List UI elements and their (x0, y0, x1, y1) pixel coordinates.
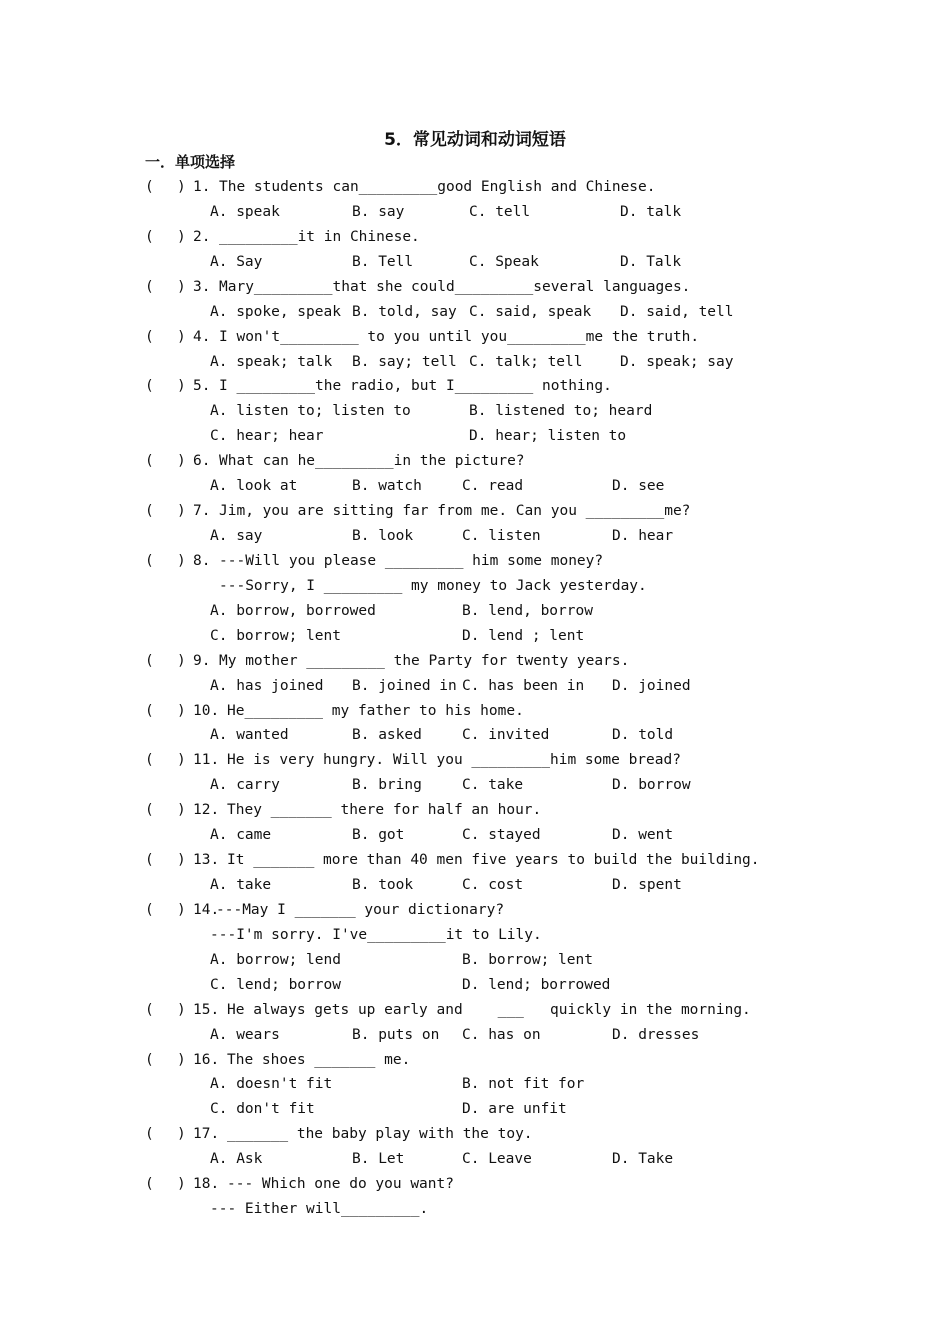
option-c: C. hear; hear (210, 428, 324, 445)
question-row (0, 748, 950, 773)
options-row (0, 599, 950, 624)
question-stem: ---Will you please _________ him some money? (219, 552, 604, 569)
option-b: B. not fit for (462, 1076, 585, 1093)
option-c: C. don't fit (210, 1101, 315, 1118)
option-d: D. talk (620, 203, 682, 220)
options-row (0, 1072, 950, 1097)
options-row (0, 1023, 950, 1048)
option-d: D. Take (612, 1151, 674, 1168)
option-b: B. say; tell (352, 353, 457, 370)
page-title: 5．常见动词和动词短语 (384, 130, 566, 150)
options-row (0, 524, 950, 549)
question-row (0, 449, 950, 474)
option-a: A. say (210, 528, 263, 545)
question-number: 12. (193, 802, 220, 819)
option-b: B. told, say (352, 303, 457, 320)
answer-bracket-close[interactable]: ) (177, 802, 186, 819)
option-d: D. are unfit (462, 1101, 567, 1118)
answer-bracket-close[interactable]: ) (177, 1126, 186, 1143)
answer-bracket-close[interactable]: ) (177, 552, 186, 569)
question-number: 10. (193, 702, 220, 719)
question-number: 15. (193, 1001, 220, 1018)
option-d: D. speak; say (620, 353, 734, 370)
option-a: A. Say (210, 253, 263, 270)
question-stem-2: ---I'm sorry. I've_________it to Lily. (210, 926, 542, 943)
question-stem: Jim, you are sitting far from me. Can you _________me? (219, 503, 691, 520)
question-number: 18. (193, 1176, 220, 1193)
answer-bracket-close[interactable]: ) (177, 1001, 186, 1018)
option-b: B. say (352, 203, 405, 220)
option-a: A. borrow, borrowed (210, 602, 376, 619)
options-row (0, 1147, 950, 1172)
question-row (0, 848, 950, 873)
question-number: 7. (193, 503, 211, 520)
answer-bracket-open[interactable]: ( (145, 1001, 154, 1018)
answer-bracket-open[interactable]: ( (145, 1176, 154, 1193)
answer-bracket-close[interactable]: ) (177, 179, 186, 195)
question-number: 3. (193, 278, 211, 295)
option-b: B. joined in (352, 677, 457, 694)
question-stem: --- Which one do you want? (227, 1176, 454, 1193)
option-d: D. said, tell (620, 303, 734, 320)
question-stem: It _______ more than 40 men five years to build the building. (227, 852, 760, 869)
question-stem: He is very hungry. Will you _________him some bread? (227, 752, 681, 769)
question-number: 4. (193, 328, 211, 345)
section-heading: 一．单项选择 (145, 153, 236, 171)
option-c: C. read (462, 478, 524, 495)
answer-bracket-open[interactable]: ( (145, 453, 154, 470)
answer-bracket-close[interactable]: ) (177, 278, 186, 295)
options-row (0, 973, 950, 998)
option-d: D. hear (612, 528, 674, 545)
option-d: D. hear; listen to (469, 428, 627, 445)
option-a: A. came (210, 827, 272, 844)
question-number: 13. (193, 852, 220, 869)
option-c: C. listen (462, 528, 541, 545)
options-row (0, 300, 950, 325)
options-row (0, 350, 950, 375)
option-c: C. invited (462, 727, 550, 744)
question-number: 14. (193, 901, 220, 918)
answer-bracket-open[interactable]: ( (145, 652, 154, 669)
option-a: A. carry (210, 777, 280, 794)
option-c: C. cost (462, 877, 524, 894)
question-stem: _________it in Chinese. (219, 228, 420, 245)
question-row (0, 898, 950, 923)
option-c: C. said, speak (469, 303, 592, 320)
option-a: A. borrow; lend (210, 951, 341, 968)
options-row (0, 624, 950, 649)
answer-bracket-open[interactable]: ( (145, 378, 154, 395)
question-stem: The students can_________good English and Chinese. (219, 179, 656, 195)
options-row (0, 823, 950, 848)
option-a: A. wears (210, 1026, 280, 1043)
options-row (0, 773, 950, 798)
answer-bracket-open[interactable]: ( (145, 1051, 154, 1068)
question-row (0, 649, 950, 674)
question-number: 8. (193, 552, 211, 569)
answer-bracket-open[interactable]: ( (145, 1126, 154, 1143)
answer-bracket-close[interactable]: ) (177, 503, 186, 520)
option-d: D. went (612, 827, 674, 844)
option-d: D. dresses (612, 1026, 700, 1043)
option-c: C. take (462, 777, 524, 794)
option-c: C. has been in (462, 677, 585, 694)
answer-bracket-open[interactable]: ( (145, 852, 154, 869)
option-b: B. watch (352, 478, 422, 495)
option-d: D. Talk (620, 253, 682, 270)
answer-bracket-close[interactable]: ) (177, 453, 186, 470)
answer-bracket-close[interactable]: ) (177, 378, 186, 395)
option-a: A. wanted (210, 727, 289, 744)
option-b: B. bring (352, 777, 422, 794)
option-d: D. see (612, 478, 665, 495)
question-row (0, 798, 950, 823)
answer-bracket-open[interactable]: ( (145, 278, 154, 295)
option-c: C. borrow; lent (210, 627, 341, 644)
option-c: C. Leave (462, 1151, 532, 1168)
question-stem-continuation (0, 574, 950, 599)
question-stem-2: ---Sorry, I _________ my money to Jack yesterday. (219, 577, 647, 594)
options-row (0, 948, 950, 973)
question-stem: Mary_________that she could_________several languages. (219, 278, 691, 295)
option-b: B. asked (352, 727, 422, 744)
answer-bracket-close[interactable]: ) (177, 228, 186, 245)
question-number: 2. (193, 228, 211, 245)
question-row (0, 1172, 950, 1197)
options-row (0, 674, 950, 699)
answer-bracket-close[interactable]: ) (177, 328, 186, 345)
question-row (0, 699, 950, 724)
option-b: B. borrow; lent (462, 951, 593, 968)
option-d: D. spent (612, 877, 682, 894)
question-stem: He_________ my father to his home. (227, 702, 524, 719)
option-b: B. Let (352, 1151, 405, 1168)
option-c: C. Speak (469, 253, 539, 270)
question-stem: I _________the radio, but I_________ nothing. (219, 378, 612, 395)
answer-bracket-open[interactable]: ( (145, 752, 154, 769)
answer-bracket-close[interactable]: ) (177, 702, 186, 719)
option-a: A. speak; talk (210, 353, 333, 370)
option-b: B. puts on (352, 1026, 440, 1043)
question-number: 17. (193, 1126, 220, 1143)
question-stem-continuation (0, 1197, 950, 1222)
question-number: 11. (193, 752, 220, 769)
question-stem: They _______ there for half an hour. (227, 802, 542, 819)
answer-bracket-open[interactable]: ( (145, 552, 154, 569)
option-d: D. borrow (612, 777, 691, 794)
options-row (0, 474, 950, 499)
option-c: C. stayed (462, 827, 541, 844)
question-stem: The shoes _______ me. (227, 1051, 411, 1068)
answer-bracket-open[interactable]: ( (145, 228, 154, 245)
question-row (0, 549, 950, 574)
option-a: A. spoke, speak (210, 303, 341, 320)
option-b: B. listened to; heard (469, 403, 653, 420)
option-c: C. talk; tell (469, 353, 583, 370)
option-d: D. lend; borrowed (462, 976, 611, 993)
options-row (0, 399, 950, 424)
question-stem: What can he_________in the picture? (219, 453, 525, 470)
answer-bracket-open[interactable]: ( (145, 328, 154, 345)
question-stem: He always gets up early and ___ quickly in the morning. (227, 1001, 751, 1018)
answer-bracket-close[interactable]: ) (177, 652, 186, 669)
question-row (0, 499, 950, 524)
options-row (0, 200, 950, 225)
option-a: A. take (210, 877, 272, 894)
option-a: A. speak (210, 203, 280, 220)
answer-bracket-open[interactable]: ( (145, 179, 154, 195)
options-row (0, 250, 950, 275)
option-b: B. Tell (352, 253, 414, 270)
question-row (0, 175, 950, 200)
answer-bracket-close[interactable]: ) (177, 901, 186, 918)
answer-bracket-close[interactable]: ) (177, 1051, 186, 1068)
options-row (0, 1097, 950, 1122)
question-number: 5. (193, 378, 211, 395)
question-stem: _______ the baby play with the toy. (227, 1126, 533, 1143)
option-d: D. joined (612, 677, 691, 694)
option-b: B. got (352, 827, 405, 844)
answer-bracket-open[interactable]: ( (145, 702, 154, 719)
question-number: 6. (193, 453, 211, 470)
question-number: 1. (193, 179, 211, 195)
option-c: C. lend; borrow (210, 976, 341, 993)
question-stem-2: --- Either will_________. (210, 1201, 429, 1218)
options-row (0, 723, 950, 748)
question-row (0, 225, 950, 250)
answer-bracket-close[interactable]: ) (177, 852, 186, 869)
option-b: B. look (352, 528, 414, 545)
question-number: 16. (193, 1051, 220, 1068)
option-d: D. lend ; lent (462, 627, 585, 644)
question-stem: I won't_________ to you until you_________me the truth. (219, 328, 700, 345)
answer-bracket-close[interactable]: ) (177, 752, 186, 769)
option-c: C. has on (462, 1026, 541, 1043)
answer-bracket-open[interactable]: ( (145, 503, 154, 520)
question-stem: My mother _________ the Party for twenty years. (219, 652, 630, 669)
question-stem-continuation (0, 923, 950, 948)
question-row (0, 275, 950, 300)
question-row (0, 1122, 950, 1147)
option-a: A. has joined (210, 677, 324, 694)
question-row (0, 1048, 950, 1073)
option-b: B. lend, borrow (462, 602, 593, 619)
question-row (0, 325, 950, 350)
option-b: B. took (352, 877, 414, 894)
option-a: A. doesn't fit (210, 1076, 333, 1093)
question-stem: ---May I _______ your dictionary? (216, 901, 505, 918)
answer-bracket-open[interactable]: ( (145, 802, 154, 819)
question-row (0, 374, 950, 399)
options-row (0, 424, 950, 449)
option-d: D. told (612, 727, 674, 744)
option-a: A. look at (210, 478, 298, 495)
option-c: C. tell (469, 203, 531, 220)
answer-bracket-close[interactable]: ) (177, 1176, 186, 1193)
option-a: A. Ask (210, 1151, 263, 1168)
answer-bracket-open[interactable]: ( (145, 901, 154, 918)
option-a: A. listen to; listen to (210, 403, 411, 420)
question-row (0, 998, 950, 1023)
options-row (0, 873, 950, 898)
question-number: 9. (193, 652, 211, 669)
